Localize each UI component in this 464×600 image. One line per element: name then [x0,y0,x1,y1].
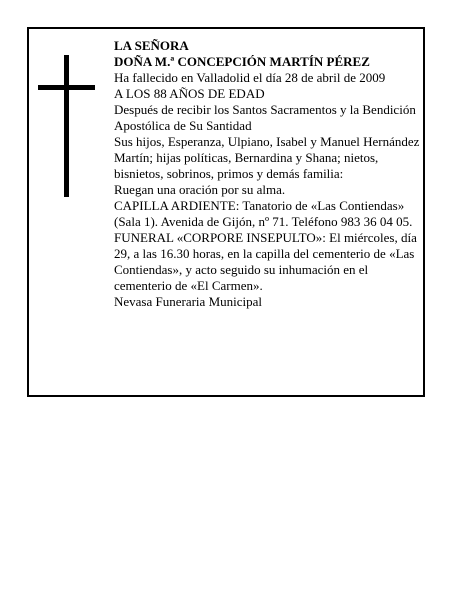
cross-vertical-bar [64,55,69,197]
family-line: Sus hijos, Esperanza, Ulpiano, Isabel y Manuel Hernández Martín; hijas políticas, Bernardina y Shana; nietos, bisnietos, sobrinos, primos y demás familia: [114,134,420,181]
obituary-text [114,38,420,310]
deceased-name: DOÑA M.ª CONCEPCIÓN MARTÍN PÉREZ [114,54,370,69]
age-line: A LOS 88 AÑOS DE EDAD [114,86,265,101]
sacraments-line: Después de recibir los Santos Sacramentos y la Bendición Apostólica de Su Santidad [114,102,416,133]
funeral-home-line: Nevasa Funeraria Municipal [114,294,263,309]
death-info: Ha fallecido en Valladolid el día 28 de abril de 2009 [114,70,386,85]
prayer-line: Ruegan una oración por su alma. [114,182,286,197]
cross-horizontal-bar [38,85,95,90]
funeral-line: FUNERAL «CORPORE INSEPULTO»: El miércoles, día 29, a las 16.30 horas, en la capilla del cementerio de «Las Contiendas», y acto seguido su inhumación en el cementerio de «El Carmen». [114,230,417,293]
heading-title: LA SEÑORA [114,38,189,53]
chapel-line: CAPILLA ARDIENTE: Tanatorio de «Las Contiendas» (Sala 1). Avenida de Gijón, nº 71. Teléfono 983 36 04 05. [114,198,413,229]
